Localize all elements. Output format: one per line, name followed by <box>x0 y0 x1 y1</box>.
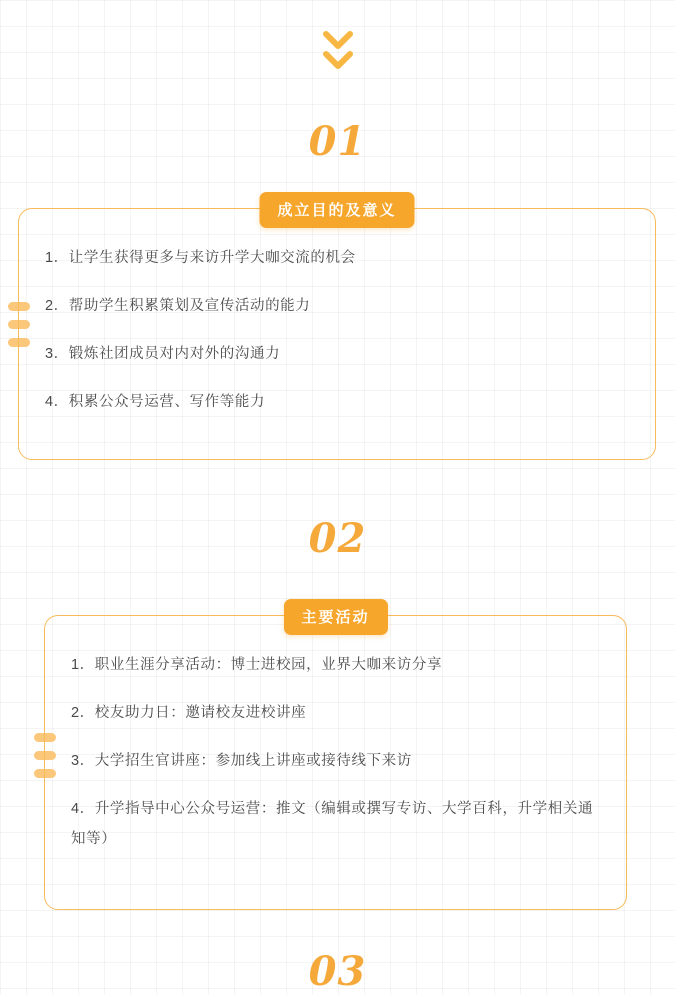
card-line: 2．帮助学生积累策划及宣传活动的能力 <box>45 298 311 314</box>
card-frame-02 <box>44 609 627 910</box>
card-line: 3．大学招生官讲座：参加线上讲座或接待线下来访 <box>71 753 412 769</box>
card-title-01: 成立目的及意义 <box>259 192 414 228</box>
card-line: 4．升学指导中心公众号运营：推文（编辑或撰写专访、大学百科，升学相关通知等） <box>71 801 594 847</box>
section-card-01 <box>18 202 656 460</box>
card-line: 4．积累公众号运营、写作等能力 <box>45 394 266 410</box>
card-body-02 <box>45 616 626 880</box>
double-chevron-down-icon <box>0 28 675 72</box>
card-frame-01 <box>18 202 656 460</box>
card-line: 1．让学生获得更多与来访升学大咖交流的机会 <box>45 250 356 266</box>
card-body-01 <box>19 209 655 443</box>
section-number-03: 03 <box>308 948 367 995</box>
card-line: 2．校友助力日：邀请校友进校讲座 <box>71 705 307 721</box>
section-number-02: 02 <box>308 515 367 562</box>
card-title-02: 主要活动 <box>283 599 387 635</box>
card-line: 1．职业生涯分享活动：博士进校园，业界大咖来访分享 <box>71 657 443 673</box>
section-number-01: 01 <box>308 118 367 165</box>
card-line: 3．锻炼社团成员对内对外的沟通力 <box>45 346 281 362</box>
section-card-02 <box>44 609 627 910</box>
